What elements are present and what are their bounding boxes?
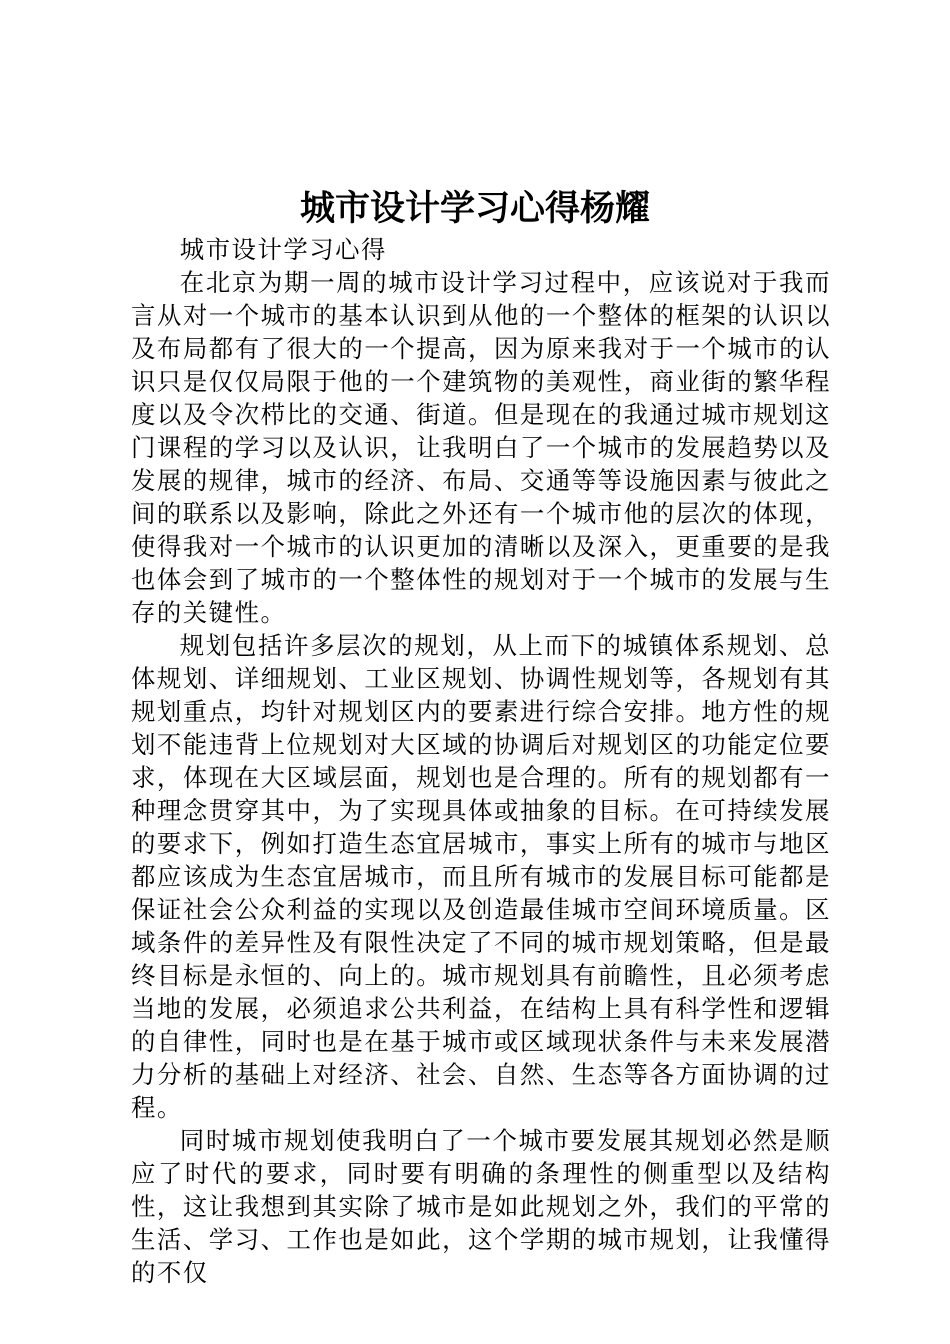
body-paragraph: 规划包括许多层次的规划，从上而下的城镇体系规划、总体规划、详细规划、工业区规划、协调性规划等，各规划有其规划重点，均针对规划区内的要素进行综合安排。地方性的规划不能违背上位规划对大区域的协调后对规划区的功能定位要求，体现在大区域层面，规划也是合理的。所有的规划都有一种理念贯穿其中，为了实现具体或抽象的目标。在可持续发展的要求下，例如打造生态宜居城市，事实上所有的城市与地区都应该成为生态宜居城市，而且所有城市的发展目标可能都是保证社会公众利益的实现以及创造最佳城市空间环境质量。区域条件的差异性及有限性决定了不同的城市规划策略，但是最终目标是永恒的、向上的。城市规划具有前瞻性，且必须考虑当地的发展，必须追求公共利益，在结构上具有科学性和逻辑的自律性，同时也是在基于城市或区域现状条件与未来发展潜力分析的基础上对经济、社会、自然、生态等各方面协调的过程。 [131, 631, 831, 1122]
document-title: 城市设计学习心得杨耀 [299, 188, 650, 229]
body-paragraph: 在北京为期一周的城市设计学习过程中，应该说对于我而言从对一个城市的基本认识到从他的一个整体的框架的认识以及布局都有了很大的一个提高，因为原来我对于一个城市的认识只是仅仅局限于他的一个建筑物的美观性，商业街的繁华程度以及令次栉比的交通、街道。但是现在的我通过城市规划这门课程的学习以及认识，让我明白了一个城市的发展趋势以及发展的规律，城市的经济、布局、交通等等设施因素与彼此之间的联系以及影响，除此之外还有一个城市他的层次的体现，使得我对一个城市的认识更加的清晰以及深入，更重要的是我也体会到了城市的一个整体性的规划对于一个城市的发展与生存的关键性。 [131, 268, 831, 627]
body-paragraph: 同时城市规划使我明白了一个城市要发展其规划必然是顺应了时代的要求，同时要有明确的条理性的侧重型以及结构性，这让我想到其实除了城市是如此规划之外，我们的平常的生活、学习、工作也是如此，这个学期的城市规划，让我懂得的不仅 [131, 1126, 831, 1287]
subtitle-paragraph: 城市设计学习心得 [179, 235, 387, 264]
document-body [131, 233, 831, 1289]
